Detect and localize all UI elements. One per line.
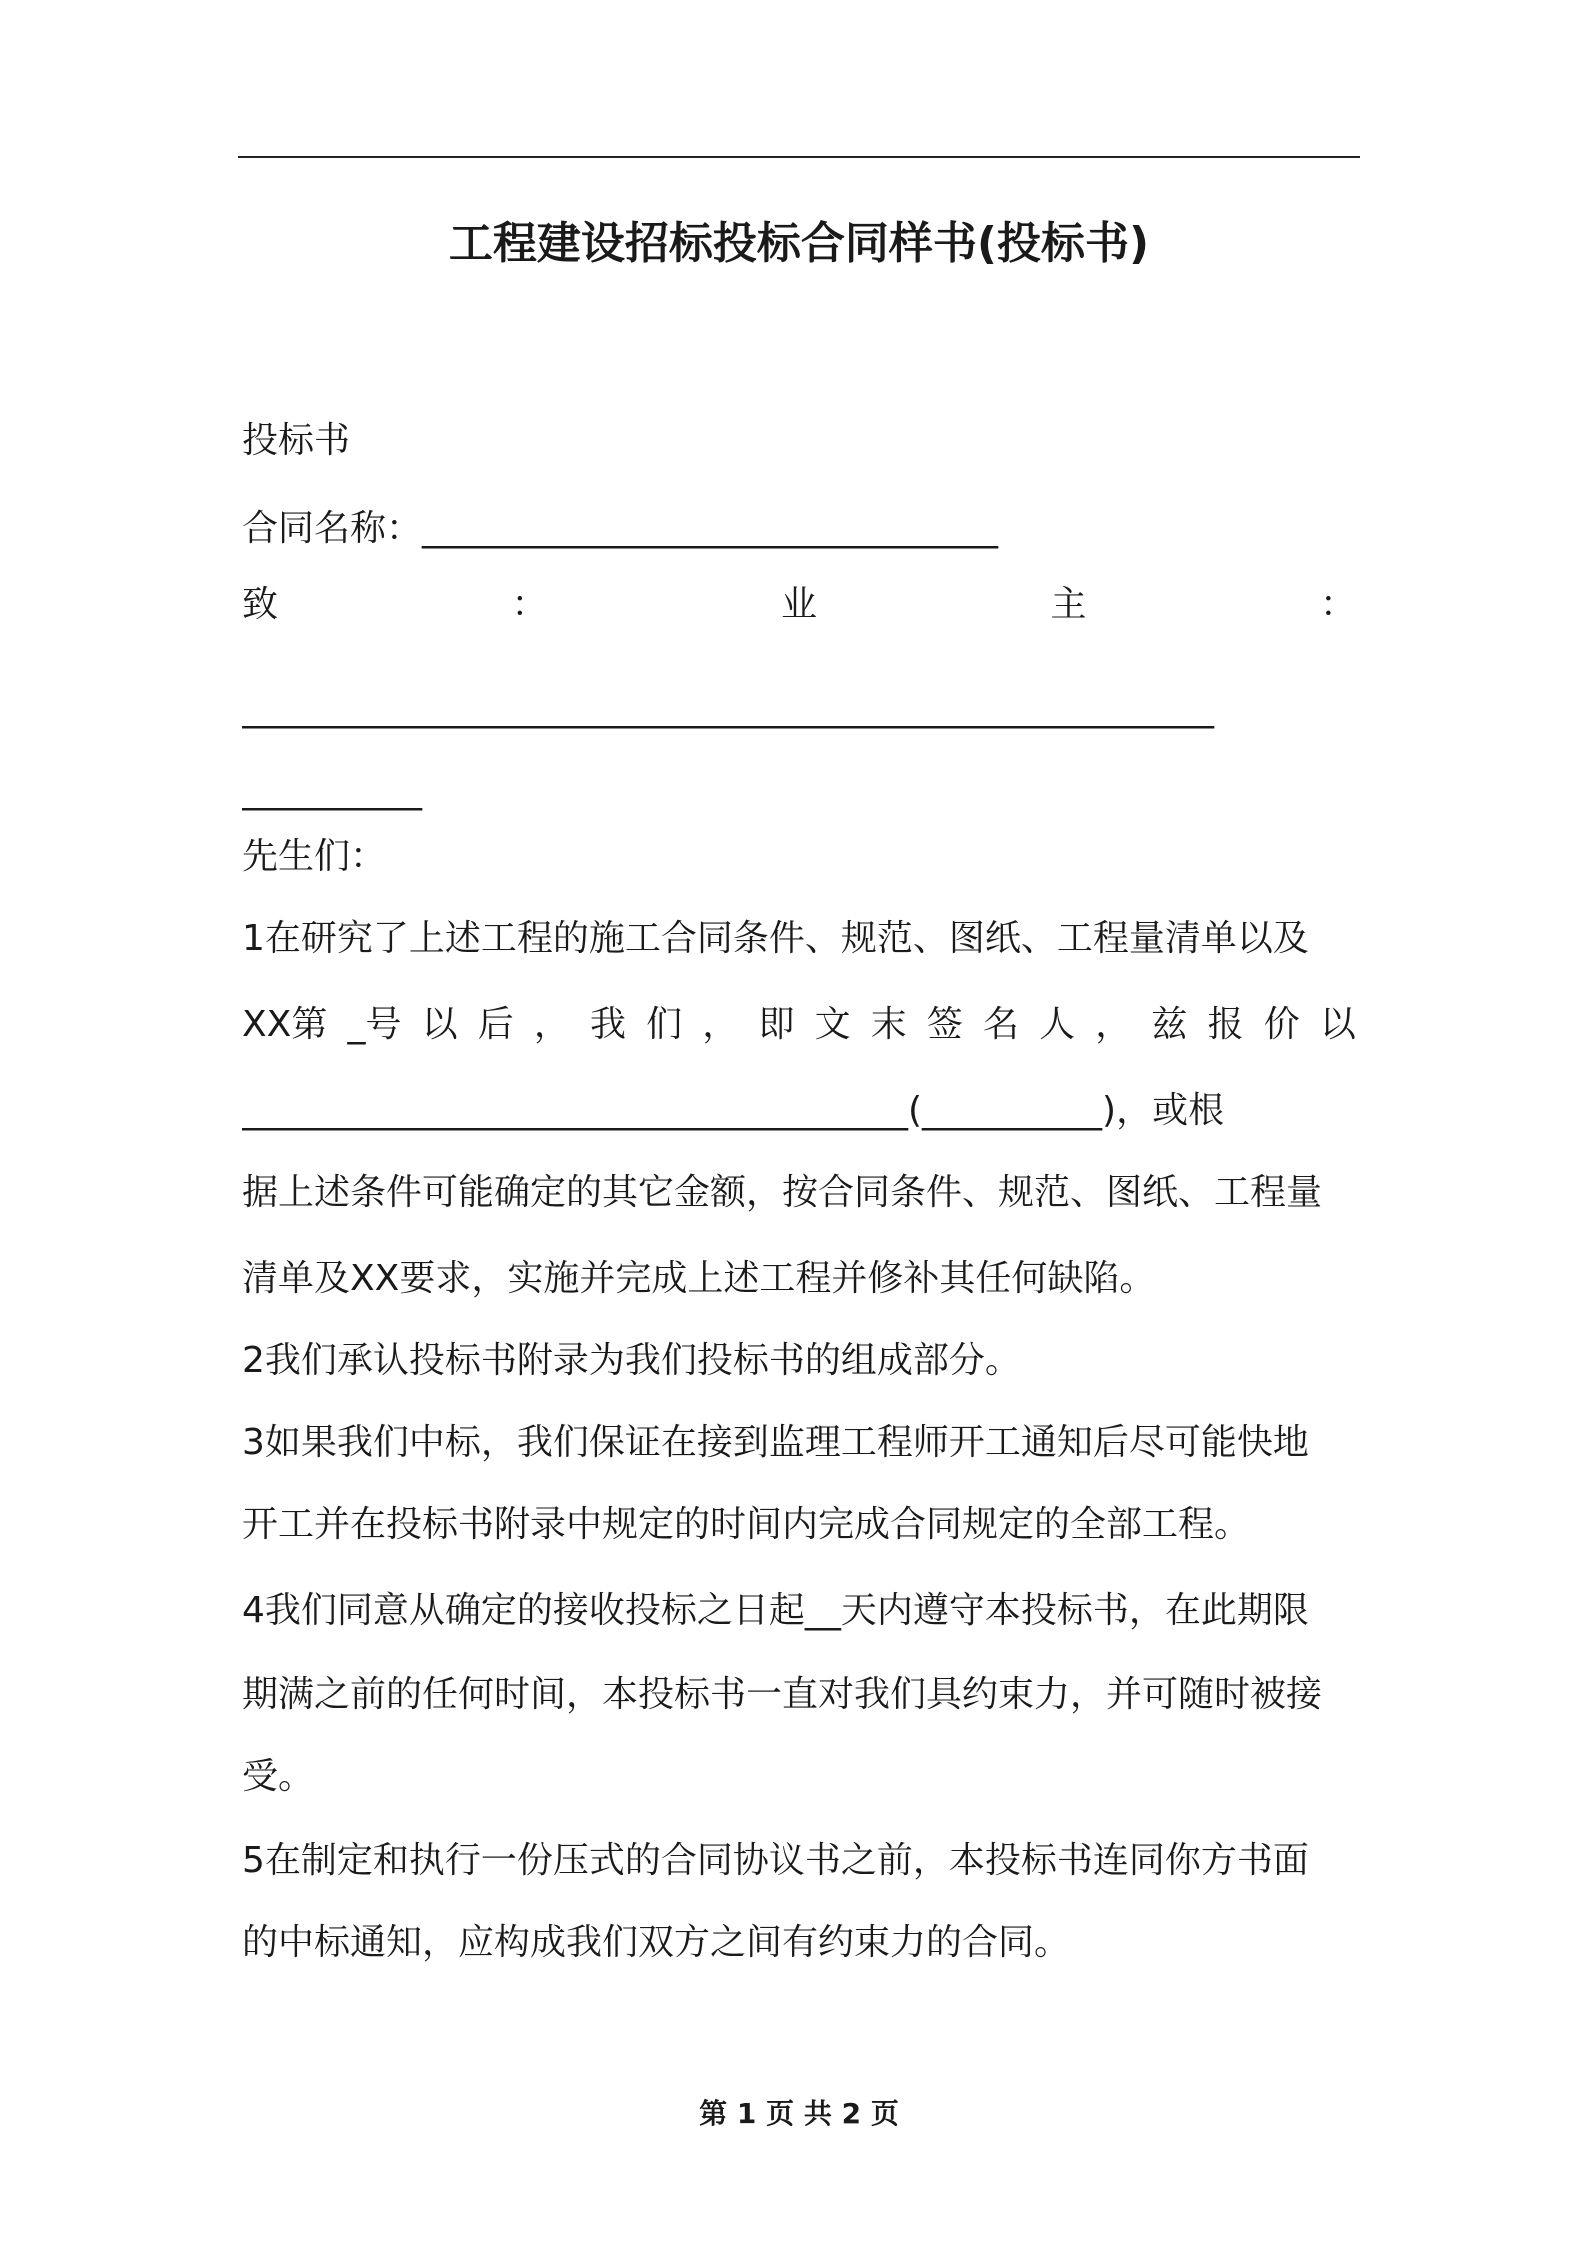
word: 末: [870, 1004, 907, 1045]
word: 后: [477, 1004, 514, 1045]
word: 签: [926, 1004, 963, 1045]
to-owner-char: ：: [511, 584, 548, 625]
page-number-footer: 第 1 页 共 2 页: [699, 2097, 899, 2130]
paragraph-3-line-1: 3如果我们中标，我们保证在接到监理工程师开工通知后尽可能快地: [242, 1422, 1309, 1463]
word: ，: [702, 1004, 739, 1045]
word: ，: [533, 1004, 570, 1045]
word: 们: [646, 1004, 683, 1045]
owner-blank-line-cont: __________: [242, 770, 422, 811]
header-rule: [238, 156, 1360, 158]
word: 名: [983, 1004, 1020, 1045]
word: 以: [1319, 1004, 1356, 1045]
paragraph-1-line-4: 据上述条件可能确定的其它金额，按合同条件、规范、图纸、工程量: [242, 1172, 1323, 1213]
paragraph-1-line-3: _____________________________________(__________)，或根: [242, 1090, 1225, 1131]
owner-blank-line: ______________________________________________________: [242, 688, 1214, 729]
to-owner-char: ：: [1319, 584, 1356, 625]
word: 即: [758, 1004, 795, 1045]
paragraph-4-line-2: 期满之前的任何时间，本投标书一直对我们具约束力，并可随时被接: [242, 1674, 1323, 1715]
section-heading: 投标书: [242, 420, 351, 461]
word: 文: [814, 1004, 851, 1045]
to-owner-char: 致: [242, 584, 279, 625]
word: 人: [1039, 1004, 1076, 1045]
word: 兹: [1151, 1004, 1188, 1045]
paragraph-5-line-2: 的中标通知，应构成我们双方之间有约束力的合同。: [242, 1922, 1071, 1963]
paragraph-1-line-2: [242, 1000, 1356, 1050]
contract-name-line: 合同名称：________________________________: [242, 508, 999, 549]
paragraph-1-line-1: 1在研究了上述工程的施工合同条件、规范、图纸、工程量清单以及: [242, 918, 1309, 959]
paragraph-5-line-1: 5在制定和执行一份压式的合同协议书之前，本投标书连同你方书面: [242, 1840, 1309, 1881]
word: 以: [421, 1004, 458, 1045]
word: 我: [590, 1004, 627, 1045]
paragraph-4-line-3: 受。: [242, 1756, 315, 1797]
word: XX第: [242, 1004, 328, 1045]
word: ，: [1095, 1004, 1132, 1045]
paragraph-1-line-5: 清单及XX要求，实施并完成上述工程并修补其任何缺陷。: [242, 1258, 1156, 1299]
to-owner-line: [242, 580, 1356, 630]
to-owner-char: 业: [780, 584, 817, 625]
paragraph-3-line-2: 开工并在投标书附录中规定的时间内完成合同规定的全部工程。: [242, 1504, 1251, 1545]
word: 价: [1263, 1004, 1300, 1045]
document-title: 工程建设招标投标合同样书(投标书): [448, 218, 1150, 269]
salutation: 先生们：: [242, 836, 387, 877]
paragraph-4-line-1: 4我们同意从确定的接收投标之日起__天内遵守本投标书，在此期限: [242, 1590, 1309, 1631]
word: _号: [347, 1004, 402, 1045]
word: 报: [1207, 1004, 1244, 1045]
to-owner-char: 主: [1050, 584, 1087, 625]
paragraph-2: 2我们承认投标书附录为我们投标书的组成部分。: [242, 1340, 1021, 1381]
